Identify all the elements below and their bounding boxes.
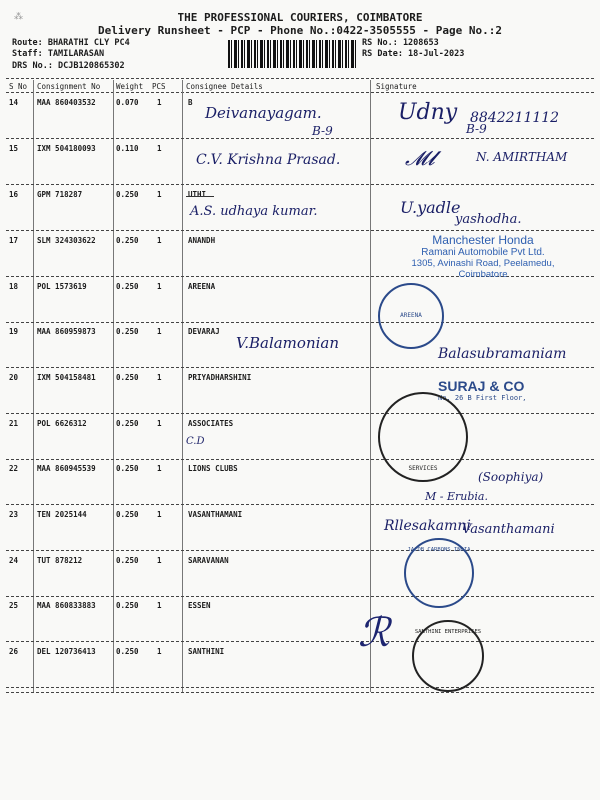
cell-consignment-no: MAA 860403532 [37, 98, 96, 107]
drs-number: DRS No.: DCJB120865302 [12, 61, 125, 71]
cell-consignment-no: DEL 120736413 [37, 647, 96, 656]
cell-pcs: 1 [157, 464, 162, 473]
cell-sno: 18 [9, 282, 19, 291]
cell-weight: 0.250 [116, 556, 139, 565]
cell-sno: 16 [9, 190, 19, 199]
cell-consignee: DEVARAJ [188, 327, 220, 336]
handwritten-scribble: 𝓜𝓵 [405, 146, 436, 170]
struck-line [186, 196, 214, 197]
cell-consignment-no: MAA 860945539 [37, 464, 96, 473]
cell-consignment-no: GPM 718287 [37, 190, 83, 199]
cell-consignment-no: IXM 504158481 [37, 373, 96, 382]
handwritten-consignee: B-9 [312, 124, 333, 138]
cell-sno: 19 [9, 327, 19, 336]
cell-sno: 21 [9, 419, 19, 428]
cell-consignment-no: MAA 860959873 [37, 327, 96, 336]
table-top-rule [6, 78, 594, 79]
row-separator [6, 184, 594, 185]
suraj-stamp-address: No. 26 B First Floor, [438, 394, 527, 402]
cell-consignee: SARAVANAN [188, 556, 229, 565]
handwritten-note: C.D [186, 436, 205, 447]
suraj-stamp-title: SURAJ & CO [438, 378, 525, 394]
cell-weight: 0.110 [116, 144, 139, 153]
cell-pcs: 1 [157, 647, 162, 656]
cell-weight: 0.250 [116, 601, 139, 610]
cell-weight: 0.250 [116, 373, 139, 382]
jacob-round-stamp [404, 538, 474, 608]
col-divider [182, 80, 183, 692]
honda-stamp [378, 233, 588, 280]
company-title: THE PROFESSIONAL COURIERS, COIMBATORE [177, 11, 423, 24]
cell-pcs: 1 [157, 282, 162, 291]
cell-weight: 0.070 [116, 98, 139, 107]
honda-stamp-line: Manchester Honda [432, 233, 534, 247]
cell-consignee: B [188, 98, 193, 107]
cell-pcs: 1 [157, 556, 162, 565]
cell-consignment-no: MAA 860833883 [37, 601, 96, 610]
col-header-sno: S No [9, 82, 28, 91]
handwritten-signature: Balasubramaniam [438, 346, 567, 362]
handwritten-scribble: ℛ [358, 610, 390, 656]
cell-consignee: LIONS CLUBS [188, 464, 238, 473]
cell-pcs: 1 [157, 327, 162, 336]
honda-stamp-line: 1305, Avinashi Road, Peelamedu, [411, 258, 555, 269]
areena-stamp-text: AREENA [400, 312, 422, 319]
col-header-weight: Weight [116, 82, 144, 91]
lions-round-stamp [378, 392, 468, 482]
cell-consignee: SANTHINI [188, 647, 225, 656]
lions-stamp-text: SERVICES [408, 465, 438, 472]
handwritten-phone: 8842211112 [470, 110, 560, 126]
route-label: Route: BHARATHI CLY PC4 [12, 38, 130, 48]
cell-consignee: ASSOCIATES [188, 419, 234, 428]
handwritten-consignee: C.V. Krishna Prasad. [196, 152, 341, 168]
jacob-stamp-text: JACOB CARBONS INDIA [407, 547, 471, 553]
table-bottom-rule [6, 692, 594, 693]
col-header-consignee: Consignee Details [186, 82, 263, 91]
col-header-consignment: Consignment No [37, 82, 101, 91]
cell-consignment-no: POL 1573619 [37, 282, 87, 291]
cell-consignee: ANANDH [188, 236, 216, 245]
cell-pcs: 1 [157, 601, 162, 610]
cell-weight: 0.250 [116, 236, 139, 245]
cell-weight: 0.250 [116, 647, 139, 656]
honda-stamp-line: Coimbatore [458, 269, 508, 280]
cell-sno: 17 [9, 236, 19, 245]
rs-date: RS Date: 18-Jul-2023 [362, 49, 465, 59]
cell-weight: 0.250 [116, 190, 139, 199]
row-separator [6, 641, 594, 642]
cell-weight: 0.250 [116, 419, 139, 428]
cell-pcs: 1 [157, 190, 162, 199]
handwritten-signature: Vasanthamani [462, 522, 555, 537]
staff-label: Staff: TAMILARASAN [12, 49, 105, 59]
handwritten-consignee: V.Balamonian [236, 334, 340, 352]
handwritten-signature: yashodha. [455, 212, 522, 227]
handwritten-signature: B-9 [466, 122, 487, 136]
honda-stamp-line: Ramani Automobile Pvt Ltd. [421, 247, 545, 258]
santhini-stamp-text: SANTHINI ENTERPRISES [414, 629, 482, 635]
cell-consignment-no: IXM 504180093 [37, 144, 96, 153]
col-header-pcs: PCS [152, 82, 166, 91]
handwritten-consignee: A.S. udhaya kumar. [190, 204, 318, 219]
cell-sno: 15 [9, 144, 19, 153]
row-separator [6, 322, 594, 323]
cell-sno: 20 [9, 373, 19, 382]
cell-pcs: 1 [157, 510, 162, 519]
row-separator [6, 230, 594, 231]
row-separator [6, 504, 594, 505]
table-header-rule [6, 92, 594, 93]
cell-consignee: VASANTHAMANI [188, 510, 243, 519]
cell-pcs: 1 [157, 419, 162, 428]
cell-consignee: UTHI [188, 190, 207, 199]
col-divider [113, 80, 114, 692]
cell-pcs: 1 [157, 144, 162, 153]
row-separator [6, 138, 594, 139]
handwritten-signature: Rllesakamni [384, 518, 471, 534]
handwritten-signature: N. AMIRTHAM [476, 150, 568, 164]
row-separator [6, 459, 594, 460]
cell-weight: 0.250 [116, 464, 139, 473]
suraj-stamp [438, 378, 588, 402]
handwritten-signature: (Soophiya) [478, 470, 544, 484]
cell-consignment-no: POL 6626312 [37, 419, 87, 428]
row-separator [6, 550, 594, 551]
handwritten-signature: U.yadle [400, 198, 461, 217]
page-corner-mark: ⁂ [14, 12, 23, 22]
handwritten-signature: M - Erubia. [425, 490, 488, 503]
cell-consignment-no: TEN 2025144 [37, 510, 87, 519]
row-separator [6, 687, 594, 688]
handwritten-consignee: Deivanayagam. [205, 104, 322, 122]
cell-sno: 26 [9, 647, 19, 656]
col-header-signature: Signature [376, 82, 417, 91]
cell-consignment-no: TUT 878212 [37, 556, 83, 565]
cell-weight: 0.250 [116, 282, 139, 291]
cell-pcs: 1 [157, 373, 162, 382]
col-divider [370, 80, 371, 692]
cell-sno: 25 [9, 601, 19, 610]
runsheet-title: Delivery Runsheet - PCP - Phone No.:0422-3505555 - Page No.:2 [98, 24, 502, 37]
cell-consignee: PRIYADHARSHINI [188, 373, 252, 382]
barcode [228, 40, 356, 68]
handwritten-signature: Udny [398, 100, 458, 125]
cell-sno: 14 [9, 98, 19, 107]
cell-weight: 0.250 [116, 327, 139, 336]
rs-number: RS No.: 1208653 [362, 38, 439, 48]
cell-weight: 0.250 [116, 510, 139, 519]
cell-consignee: AREENA [188, 282, 216, 291]
cell-sno: 22 [9, 464, 19, 473]
cell-pcs: 1 [157, 98, 162, 107]
cell-sno: 24 [9, 556, 19, 565]
santhini-round-stamp [412, 620, 484, 692]
cell-pcs: 1 [157, 236, 162, 245]
cell-sno: 23 [9, 510, 19, 519]
areena-round-stamp [378, 283, 444, 349]
cell-consignee: ESSEN [188, 601, 211, 610]
row-separator [6, 413, 594, 414]
row-separator [6, 596, 594, 597]
cell-consignment-no: SLM 324303622 [37, 236, 96, 245]
row-separator [6, 367, 594, 368]
col-divider [33, 80, 34, 692]
